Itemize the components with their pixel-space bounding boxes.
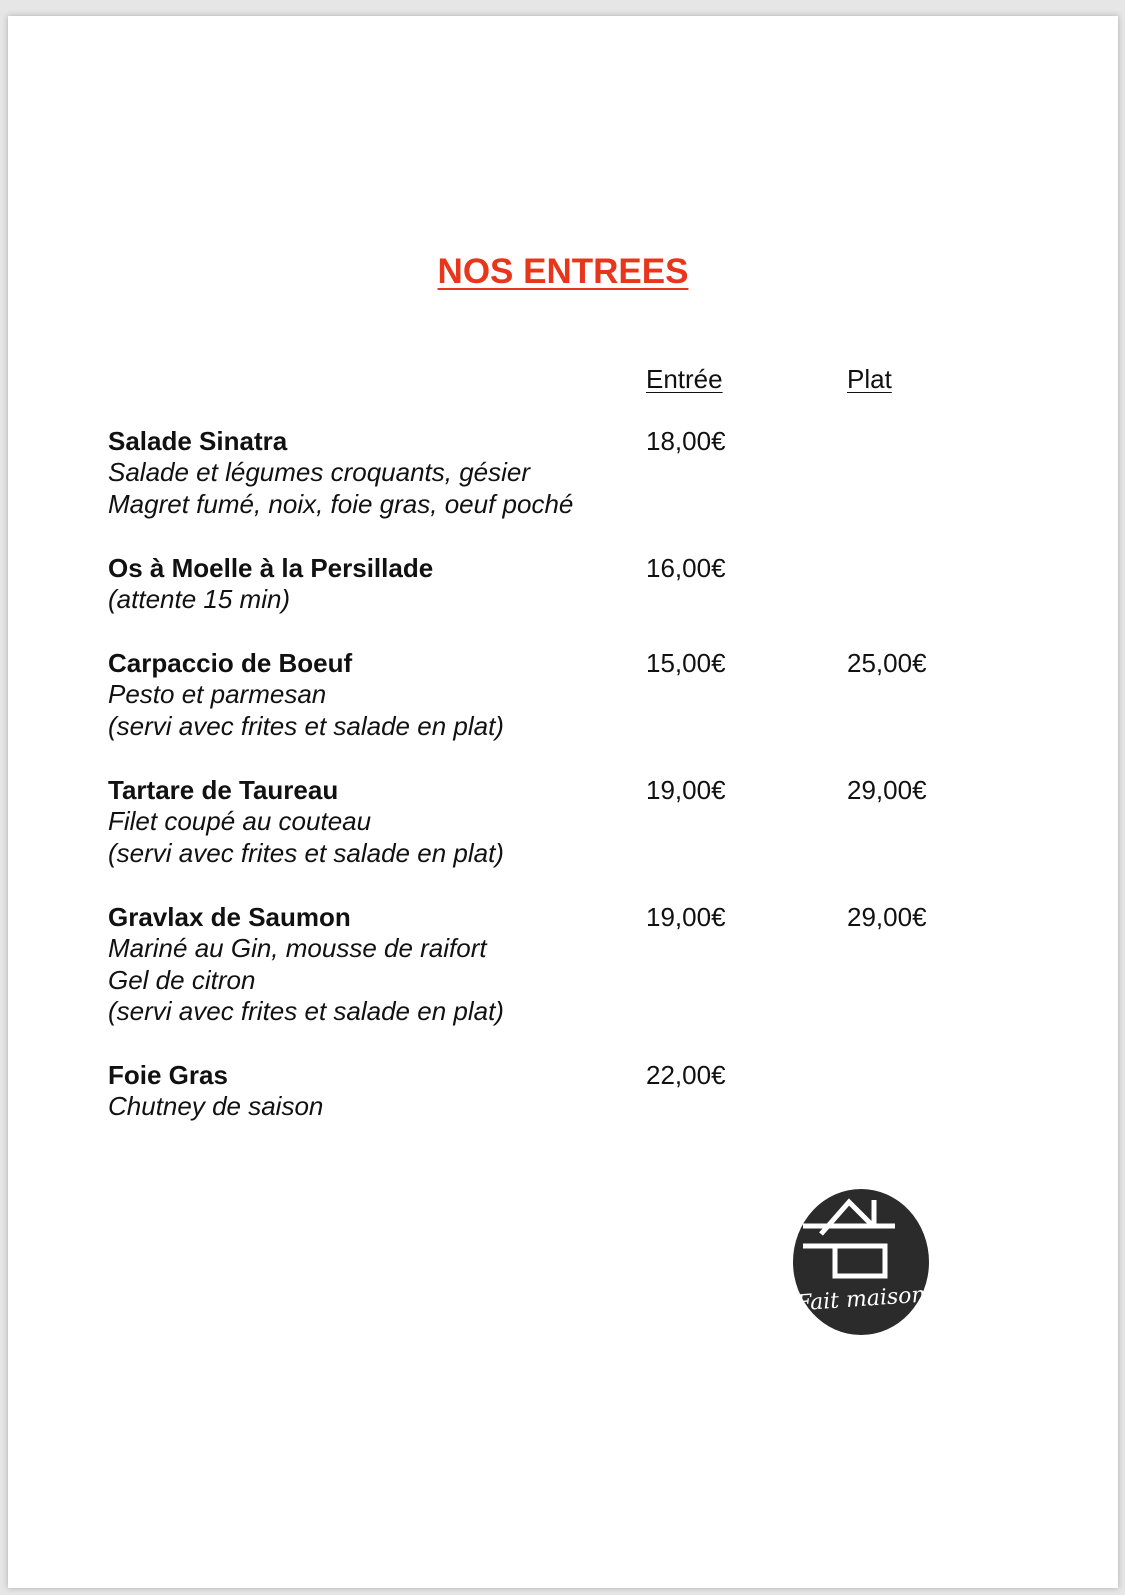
menu-item-tartare [108,774,1028,869]
price-entree: 16,00€ [646,553,726,583]
item-name: Foie Gras [108,1060,228,1090]
menu-item-gravlax [108,901,1028,1028]
item-desc-line: Salade et légumes croquants, gésier [108,457,531,487]
item-desc-line: (attente 15 min) [108,584,291,614]
price-plat: 29,00€ [847,775,927,805]
price-entree: 22,00€ [646,1060,726,1090]
item-desc-line: (servi avec frites et salade en plat) [108,710,504,741]
item-desc-line: Gel de citron [108,964,256,995]
column-header-plat: Plat [847,364,892,394]
column-header-entree: Entrée [646,364,723,394]
item-desc-line: Magret fumé, noix, foie gras, oeuf poché [108,488,574,519]
item-name: Gravlax de Saumon [108,902,351,932]
menu-item-os-a-moelle [108,552,1028,616]
item-desc-line: (servi avec frites et salade en plat) [108,837,504,868]
item-name: Os à Moelle à la Persillade [108,553,434,583]
badge-text: Fait maison [795,1282,927,1317]
item-desc-line: Chutney de saison [108,1091,324,1121]
price-entree: 18,00€ [646,426,726,456]
price-plat: 29,00€ [847,902,927,932]
price-entree: 19,00€ [646,902,726,932]
item-desc-line: (servi avec frites et salade en plat) [108,996,504,1026]
menu-item-salade-sinatra [108,425,1028,520]
menu-item-carpaccio [108,647,1028,742]
item-desc-line: Pesto et parmesan [108,679,327,709]
menu-page [8,16,1118,1588]
price-entree: 15,00€ [646,648,726,678]
item-desc-line: Filet coupé au couteau [108,806,372,836]
item-name: Tartare de Taureau [108,775,339,805]
price-entree: 19,00€ [646,775,726,805]
item-desc-line: Mariné au Gin, mousse de raifort [108,933,487,963]
fait-maison-badge [791,1188,931,1336]
menu-item-foie-gras [108,1059,1028,1123]
item-name: Carpaccio de Boeuf [108,648,353,678]
item-name: Salade Sinatra [108,426,288,456]
page-title: NOS ENTREES [437,252,689,291]
price-plat: 25,00€ [847,648,927,678]
